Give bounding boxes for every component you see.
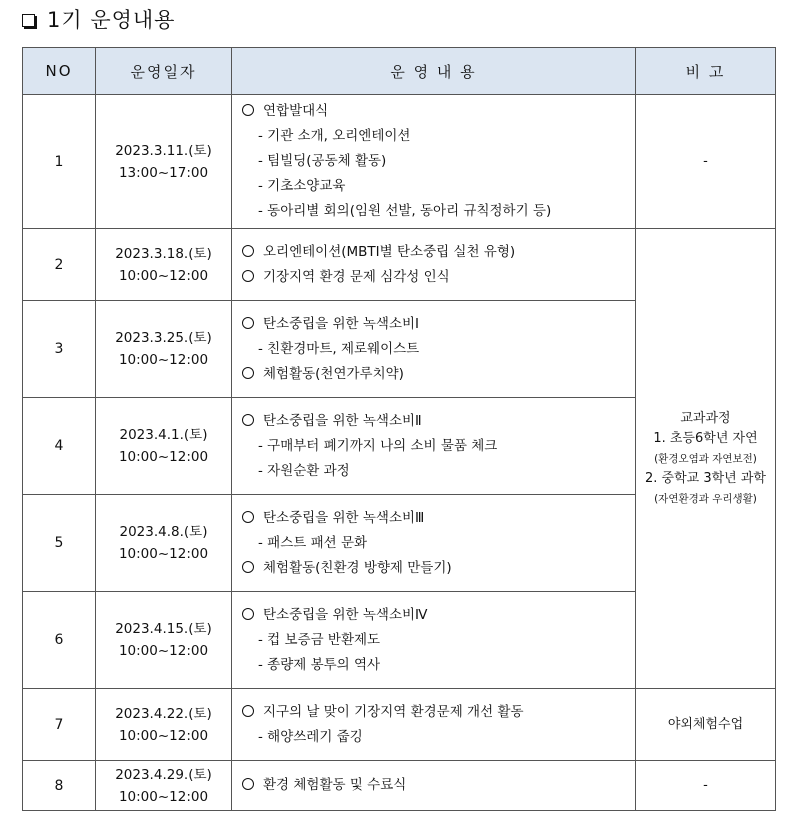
content-item-text: - 패스트 패션 문화: [258, 534, 368, 551]
circle-bullet-icon: [242, 511, 254, 523]
content-item-text: - 종량제 봉투의 역사: [258, 656, 381, 673]
content-item-text: 탄소중립을 위한 녹색소비Ⅱ: [263, 412, 422, 429]
row-note: -: [636, 95, 776, 229]
row-number: 8: [23, 761, 96, 811]
circle-bullet-icon: [242, 414, 254, 426]
row-content-cell: [232, 301, 636, 398]
table-header-row: [23, 48, 776, 95]
circle-bullet-icon: [242, 245, 254, 257]
row-date-cell: [96, 761, 232, 811]
content-main-item: [242, 506, 627, 531]
content-sub-item: [242, 337, 627, 362]
curriculum-note-cell: [636, 229, 776, 689]
row-number: 1: [23, 95, 96, 229]
content-main-item: [242, 556, 627, 581]
content-item-text: - 친환경마트, 제로웨이스트: [258, 340, 420, 357]
content-sub-item: [242, 653, 627, 678]
content-main-item: [242, 240, 627, 265]
row-number: 4: [23, 398, 96, 495]
row-date: 2023.4.1.(토): [119, 427, 208, 443]
section-title: [22, 4, 175, 34]
content-item-text: 체험활동(천연가루치약): [263, 365, 404, 382]
row-date: 2023.4.15.(토): [115, 621, 212, 637]
row-date: 2023.4.29.(토): [115, 766, 212, 783]
curriculum-detail: (자연환경과 우리생활): [654, 492, 757, 505]
content-sub-item: [242, 174, 627, 199]
row-content-cell: [232, 95, 636, 229]
row-time: 10:00~12:00: [118, 643, 209, 659]
curriculum-line: 2. 중학교 3학년 과학: [645, 470, 766, 486]
row-number: 3: [23, 301, 96, 398]
circle-bullet-icon: [242, 705, 254, 717]
header-date: 운영일자: [96, 48, 232, 95]
table-row: [23, 229, 776, 301]
row-time: 10:00~12:00: [118, 788, 209, 805]
content-main-item: [242, 409, 627, 434]
row-time: 10:00~12:00: [118, 267, 209, 284]
content-main-item: [242, 603, 627, 628]
content-main-item: [242, 312, 627, 337]
row-time: 10:00~12:00: [118, 352, 209, 368]
content-item-text: - 자원순환 과정: [258, 462, 350, 479]
table-row: [23, 761, 776, 811]
circle-bullet-icon: [242, 608, 254, 620]
row-number: 6: [23, 592, 96, 689]
table-row: [23, 95, 776, 229]
row-date: 2023.4.8.(토): [119, 524, 208, 540]
circle-bullet-icon: [242, 561, 254, 573]
content-item-text: 탄소중립을 위한 녹색소비Ⅳ: [263, 606, 428, 623]
content-item-text: 기장지역 환경 문제 심각성 인식: [263, 268, 450, 285]
content-main-item: [242, 773, 627, 798]
content-item-text: - 동아리별 회의(임원 선발, 동아리 규칙정하기 등): [258, 203, 552, 219]
header-no: NO: [23, 48, 96, 95]
row-content-cell: [232, 495, 636, 592]
table-row: [23, 689, 776, 761]
row-date-cell: [96, 592, 232, 689]
circle-bullet-icon: [242, 104, 254, 116]
content-item-text: 연합발대식: [263, 103, 329, 119]
header-content: 운 영 내 용: [232, 48, 636, 95]
content-sub-item: [242, 434, 627, 459]
row-date-cell: [96, 398, 232, 495]
content-item-text: - 컵 보증금 반환제도: [258, 631, 381, 648]
curriculum-line: 1. 초등6학년 자연: [653, 430, 758, 446]
content-sub-item: [242, 199, 627, 224]
content-sub-item: [242, 124, 627, 149]
row-date-cell: [96, 495, 232, 592]
curriculum-heading: 교과과정: [680, 410, 731, 426]
content-sub-item: [242, 628, 627, 653]
content-sub-item: [242, 725, 627, 750]
row-date-cell: [96, 95, 232, 229]
content-item-text: 환경 체험활동 및 수료식: [263, 777, 407, 793]
content-item-text: - 구매부터 폐기까지 나의 소비 물품 체크: [258, 437, 498, 454]
content-item-text: - 해양쓰레기 줍깅: [258, 728, 363, 745]
row-time: 10:00~12:00: [118, 727, 209, 744]
content-item-text: - 팀빌딩(공동체 활동): [258, 153, 387, 169]
content-item-text: 탄소중립을 위한 녹색소비Ⅲ: [263, 509, 425, 526]
content-item-text: - 기초소양교육: [258, 178, 346, 194]
row-date: 2023.3.11.(토): [115, 142, 212, 159]
row-note: 야외체험수업: [636, 689, 776, 761]
row-date: 2023.4.22.(토): [115, 705, 212, 722]
row-content-cell: [232, 689, 636, 761]
row-number: 7: [23, 689, 96, 761]
row-date-cell: [96, 689, 232, 761]
row-time: 13:00~17:00: [118, 164, 209, 181]
content-main-item: [242, 700, 627, 725]
row-content-cell: [232, 592, 636, 689]
row-date: 2023.3.25.(토): [115, 330, 212, 346]
row-content-cell: [232, 398, 636, 495]
content-item-text: - 기관 소개, 오리엔테이션: [258, 128, 411, 144]
circle-bullet-icon: [242, 270, 254, 282]
content-main-item: [242, 265, 627, 290]
content-item-text: 오리엔테이션(MBTI별 탄소중립 실천 유형): [263, 243, 516, 260]
row-content-cell: [232, 761, 636, 811]
content-item-text: 지구의 날 맞이 기장지역 환경문제 개선 활동: [263, 703, 524, 720]
row-number: 2: [23, 229, 96, 301]
curriculum-detail: (환경오염과 자연보전): [654, 452, 757, 465]
row-date-cell: [96, 301, 232, 398]
row-date: 2023.3.18.(토): [115, 245, 212, 262]
content-main-item: [242, 99, 627, 124]
row-time: 10:00~12:00: [118, 546, 209, 562]
row-number: 5: [23, 495, 96, 592]
row-note: -: [636, 761, 776, 811]
circle-bullet-icon: [242, 778, 254, 790]
circle-bullet-icon: [242, 367, 254, 379]
content-sub-item: [242, 531, 627, 556]
row-time: 10:00~12:00: [118, 449, 209, 465]
schedule-table: [22, 47, 776, 811]
section-title-text: 1기 운영내용: [47, 8, 176, 32]
checkbox-bullet-icon: [22, 14, 35, 27]
row-date-cell: [96, 229, 232, 301]
content-item-text: 체험활동(친환경 방향제 만들기): [263, 559, 452, 576]
content-sub-item: [242, 149, 627, 174]
content-main-item: [242, 362, 627, 387]
circle-bullet-icon: [242, 317, 254, 329]
row-content-cell: [232, 229, 636, 301]
content-sub-item: [242, 459, 627, 484]
content-item-text: 탄소중립을 위한 녹색소비Ⅰ: [263, 315, 420, 332]
header-note: 비 고: [636, 48, 776, 95]
